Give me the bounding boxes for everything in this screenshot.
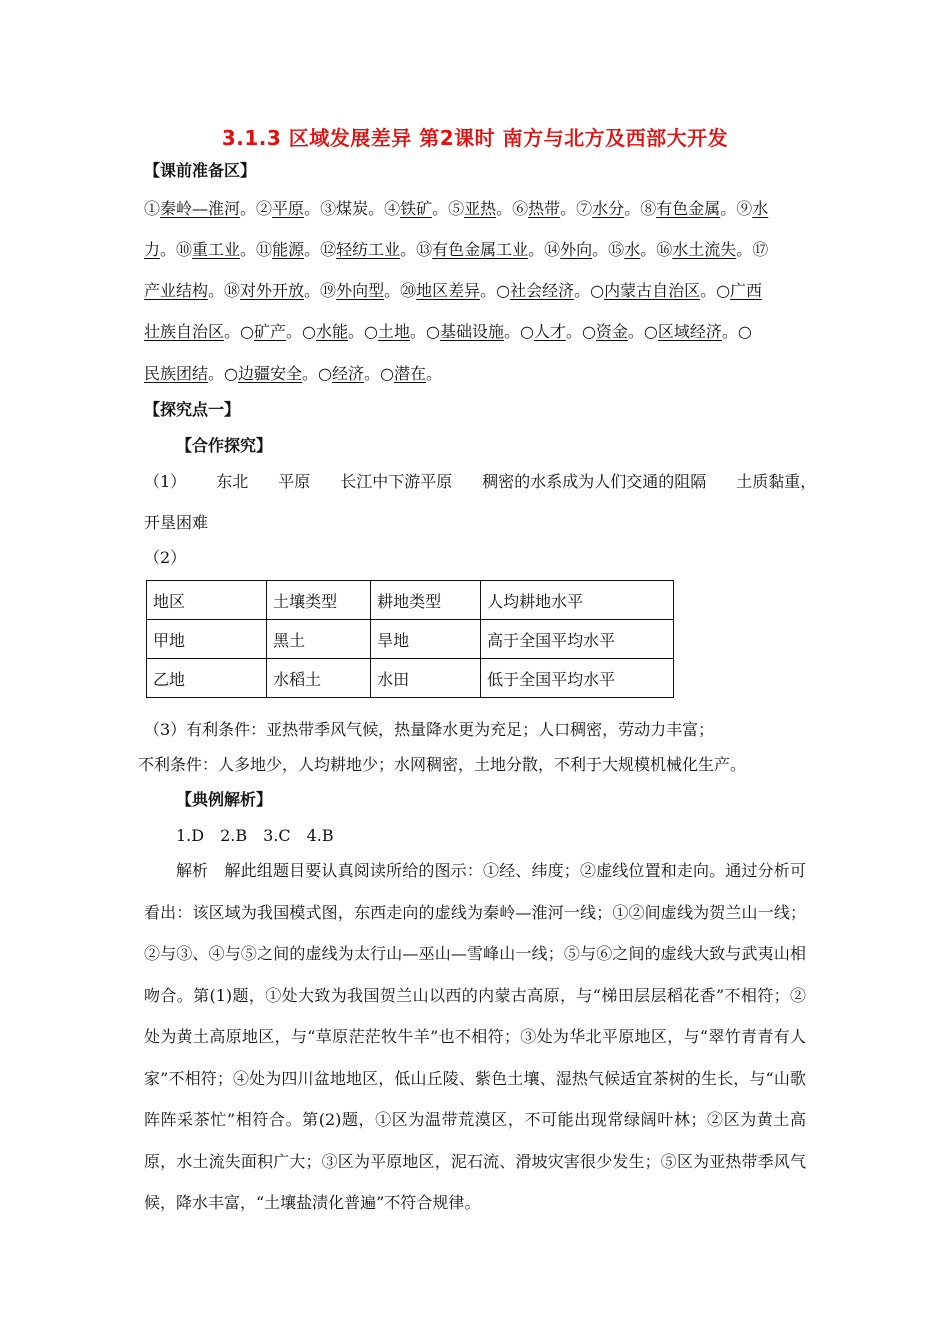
answer-marker: 。○ [627,322,658,341]
prep-answer-line [144,283,762,299]
answer-marker: 。○ [224,322,254,341]
section-heading-coop: 【合作探究】 [176,436,273,455]
fill-in-answer: 外向 [560,240,593,259]
answer-marker: 。⑬ [400,240,433,259]
fill-in-answer: 水能 [315,322,348,341]
section-heading-example: 【典例解析】 [176,790,273,809]
fill-in-answer: 民族团结 [144,364,209,383]
question-3-line-2: 不利条件：人多地少，人均耕地少；水网稠密，土地分散，不利于大规模机械化生产。 [138,755,747,774]
fill-in-answer: 边疆安全 [237,364,302,383]
answer-marker: 。○ [208,364,238,383]
table-cell: 低于全国平均水平 [481,659,674,698]
prep-answer-line [144,366,442,382]
fill-in-answer: 经济 [331,364,364,383]
fill-in-answer: 秦岭—淮河 [160,199,241,218]
fill-in-answer: 产业结构 [144,281,209,300]
answer-marker: 。○ [480,281,511,300]
analysis-paragraph: 解析 解此组题目要认真阅读所给的图示：①经、纬度；②虚线位置和走向。通过分析可看出：该区域为我国模式图，东西走向的虚线为秦岭—淮河一线；①②间虚线为贺兰山一线；②与③、④与⑤之间的虚线为太行山—巫山—雪峰山一线；⑤与⑥之间的虚线大致与武夷山相吻合。第(1)题，①处大致为我国贺兰山以西的内蒙古高原，与“梯田层层稻花香”不相符；②处为黄土高原地区，与“草原茫茫牧牛羊”也不相符；③处为华北平原地区，与“翠竹青青有人家”不相符；④处为四川盆地地区，低山丘陵、紫色土壤、湿热气候适宜茶树的生长，与“山歌阵阵采茶忙”相符合。第(2)题，①区为温带荒漠区，不可能出现常绿阔叶林；②区为黄土高原，水土流失面积广大；③区为平原地区，泥石流、滑坡灾害很少发生；⑤区为亚热带季风气候，降水丰富，“土壤盐渍化普遍”不符合规律。 [144,861,806,1212]
q1-answer: 土质黏重， [736,472,817,491]
table-cell: 旱地 [371,620,481,659]
answer-marker: 。○ [302,364,332,383]
answer-marker: 。○ [347,322,378,341]
answer-key: 1.D 2.B 3.C 4.B [176,826,334,845]
fill-in-answer: 重工业 [192,240,241,259]
answer-marker: 。 [425,364,442,383]
question-1-continuation: 开垦困难 [144,513,209,532]
table-cell: 黑土 [267,620,371,659]
answer-marker: 。⑦ [560,199,593,218]
fill-in-answer: 广西 [730,281,763,300]
table-row [147,581,674,620]
fill-in-answer: 土地 [377,322,410,341]
answer-marker: 。② [240,199,273,218]
fill-in-answer: 资金 [595,322,628,341]
answer-marker: 。⑲ [304,281,337,300]
table-row [147,659,674,698]
answer-marker: 。③煤炭。④ [304,199,401,218]
fill-in-answer: 地区差异 [416,281,481,300]
fill-in-answer: 潜在 [393,364,426,383]
question-3-line-1: （3）有利条件：亚热带季风气候，热量降水更为充足；人口稠密，劳动力丰富； [144,720,715,739]
answer-marker: 。⑯ [640,240,673,259]
fill-in-answer: 有色金属工业 [432,240,529,259]
question-2-label: （2） [144,548,187,567]
fill-in-answer: 水分 [592,199,625,218]
answer-marker: 。⑧ [624,199,657,218]
fill-in-answer: 人才 [533,322,566,341]
fill-in-answer: 亚热 [464,199,497,218]
fill-in-answer: 内蒙古自治区 [604,281,701,300]
fill-in-answer: 力 [144,240,161,259]
q1-answer: 长江中下游平原 [340,472,453,491]
q1-answer: 平原 [278,472,311,491]
answer-marker: 。⑳ [384,281,417,300]
q1-answer: 东北 [216,472,249,491]
table-cell: 乙地 [147,659,267,698]
answer-marker: 。⑩ [160,240,193,259]
answer-marker: 。⑱ [208,281,241,300]
answer-marker: 。○ [574,281,605,300]
prep-answer-line [144,242,768,258]
answer-marker: 。○ [363,364,394,383]
table-cell: 甲地 [147,620,267,659]
soil-comparison-table [146,580,674,698]
prep-answer-line [144,324,752,340]
section-heading-explore: 【探究点一】 [144,400,241,419]
fill-in-answer: 矿产 [253,322,286,341]
table-cell: 水田 [371,659,481,698]
table-header-cell: 耕地类型 [371,581,481,620]
fill-in-answer: 热带 [528,199,561,218]
fill-in-answer: 区域经济 [657,322,722,341]
fill-in-answer: 平原 [272,199,305,218]
section-heading-prep: 【课前准备区】 [144,161,257,180]
answer-marker: ① [144,199,161,218]
fill-in-answer: 铁矿 [400,199,433,218]
answer-marker: 。○ [409,322,440,341]
answer-marker: 。○ [286,322,316,341]
answer-marker: 。⑥ [496,199,529,218]
answer-marker: 。⑤ [432,199,465,218]
answer-marker: 。⑰ [736,240,769,259]
table-cell: 水稻土 [267,659,371,698]
fill-in-answer: 基础设施 [439,322,504,341]
table-header-cell: 土壤类型 [267,581,371,620]
table-header-cell: 地区 [147,581,267,620]
table-header-cell: 人均耕地水平 [481,581,674,620]
fill-in-answer: 壮族自治区 [144,322,225,341]
page-title: 3.1.3 区域发展差异 第2课时 南方与北方及西部大开发 [221,126,729,150]
answer-marker: 。○ [700,281,731,300]
answer-marker: 。○ [565,322,596,341]
fill-in-answer: 水 [752,199,769,218]
fill-in-answer: 轻纺工业 [336,240,401,259]
fill-in-answer: 有色金属 [656,199,721,218]
fill-in-answer: 对外开放 [240,281,305,300]
fill-in-answer: 外向型 [336,281,385,300]
answer-marker: 。⑫ [304,240,337,259]
q1-answer: 稠密的水系成为人们交通的阻隔 [482,472,707,491]
answer-marker: 。○ [503,322,534,341]
question-1-line [144,474,816,490]
fill-in-answer: 社会经济 [510,281,575,300]
answer-marker: 。○ [721,322,752,341]
fill-in-answer: 水 [624,240,641,259]
table-cell: 高于全国平均水平 [481,620,674,659]
answer-marker: 。⑮ [592,240,625,259]
fill-in-answer: 水土流失 [672,240,737,259]
prep-answer-line [144,201,768,217]
answer-marker: 。⑨ [720,199,753,218]
answer-marker: 。⑪ [240,240,273,259]
question-1-label: （1） [144,472,187,491]
fill-in-answer: 能源 [272,240,305,259]
answer-marker: 。⑭ [528,240,561,259]
table-row [147,620,674,659]
